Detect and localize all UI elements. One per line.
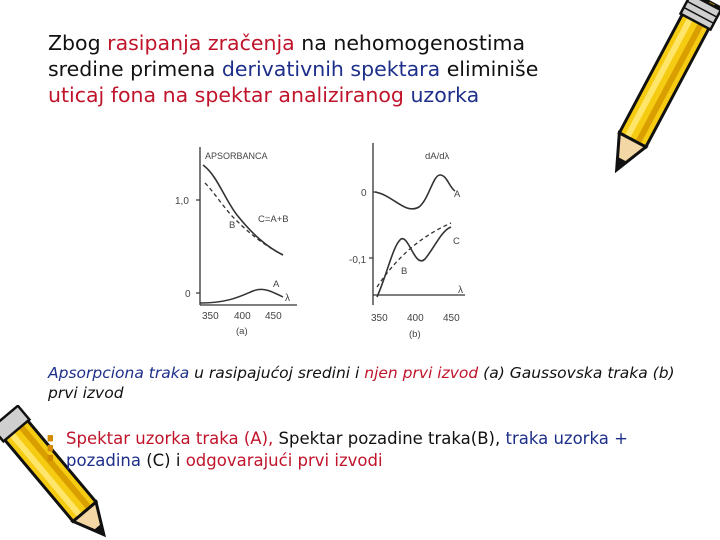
panel-b-label-b: B [401,266,408,277]
panel-a-tick-0: 0 [185,289,191,300]
panel-a-xtick: 450 [265,311,282,322]
caption-part: u rasipajućoj sredini i [189,364,365,382]
legend-note [66,428,706,472]
title-part: Zbog [48,31,108,55]
panel-a-curve-a [200,289,283,303]
panel-b [349,143,465,340]
panel-b-xtick: 400 [407,313,424,324]
panel-a-label-a: A [273,279,280,290]
figure-caption [48,363,698,403]
note-highlight-pozadina: traka uzorka + pozadina [66,429,628,470]
panel-a [175,147,297,337]
panel-a-label-b: B [229,220,236,231]
panel-b-label-c: C [453,236,460,247]
bullet-icon: ⁝ [44,425,57,472]
title-highlight-derivativnih: derivativnih spektara [221,57,441,81]
panel-a-xtick: 400 [234,311,251,322]
panel-b-ylabel: dA/dλ [425,151,450,162]
caption-highlight-izvod: njen prvi izvod [364,364,479,382]
panel-b-curve-c [377,227,451,297]
title-part: eliminiše [440,57,539,81]
caption-highlight-apsorpciona: Apsorpciona traka [48,364,190,382]
title-part: na nehomogenostima sredine primena [48,31,526,81]
panel-b-xtick: 350 [371,313,388,324]
panel-a-xlabel: λ [285,293,290,304]
panel-a-xtick: 350 [202,311,219,322]
panel-b-xlabel: λ [458,285,463,296]
panel-b-curve-a [375,175,455,209]
note-part: (C) i [140,451,186,470]
panel-a-label-sum: C=A+B [258,214,289,225]
panel-b-label-a: A [454,189,461,200]
panel-b-tick-0: 0 [361,188,367,199]
figure-spectra [125,135,470,350]
panel-a-tick-1: 1,0 [175,196,189,207]
figure-svg [125,135,470,350]
panel-a-curve-c [203,165,283,255]
pencil-icon-top-right [598,0,720,178]
panel-a-ylabel: APSORBANCA [205,151,268,161]
note-highlight-uzorak: Spektar uzorka traka (A), [66,429,274,448]
slide-title [48,30,588,108]
note-part: Spektar pozadine traka(B), [273,429,506,448]
panel-a-panel-label: (a) [236,326,248,337]
title-highlight-rasipanja: rasipanja zračenja [107,31,295,55]
caption-part: (a) Gaussovska traka (b) prvi izvod [48,364,675,402]
title-highlight-uzorka: uzorka [410,83,480,107]
title-highlight-uticaj: uticaj fona na spektar analiziranog [48,83,404,107]
note-highlight-izvodi: odgovarajući prvi izvodi [185,451,383,470]
panel-b-tick-neg: -0,1 [349,255,367,266]
panel-b-xtick: 450 [443,313,460,324]
panel-b-panel-label: (b) [409,329,421,340]
